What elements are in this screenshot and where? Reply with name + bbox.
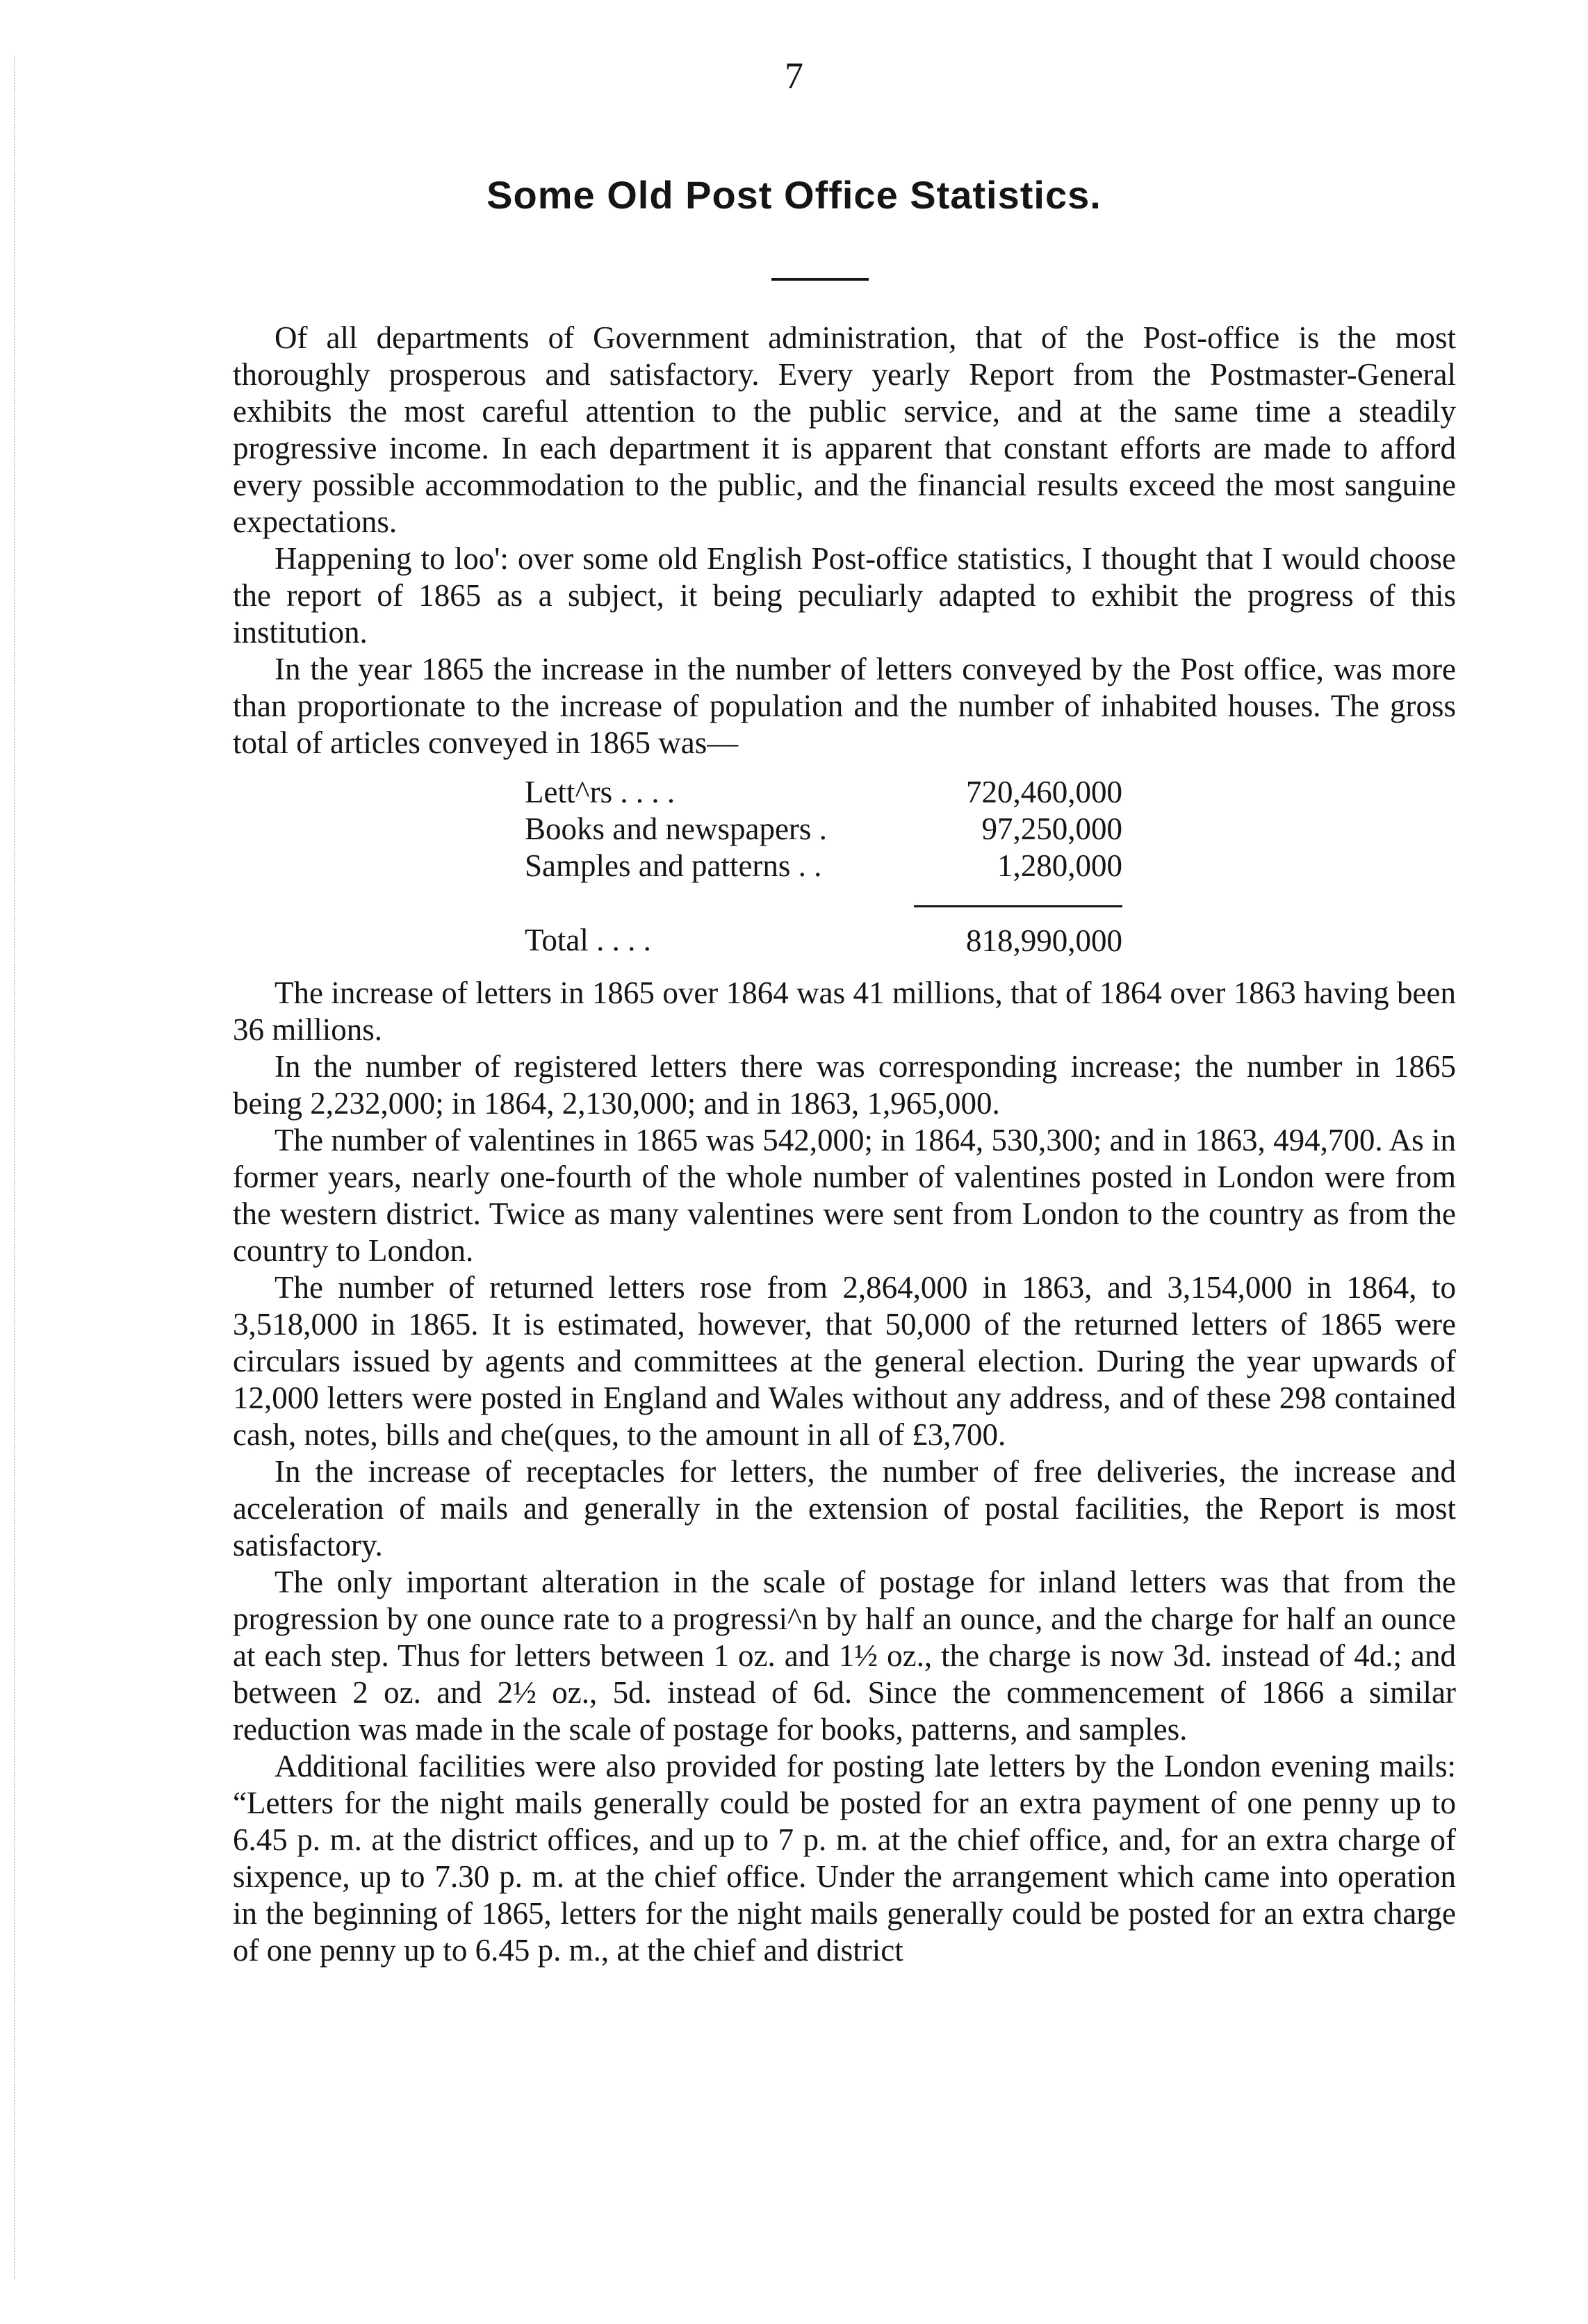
paragraph: In the number of registered letters there was corresponding increase; the number in 1865 being 2,232,000; in 1864, 2,130,000; and in 1863, 1,965,000. <box>233 1049 1456 1121</box>
table-row-label: Samples and patterns . . <box>525 848 822 883</box>
title-divider <box>771 278 869 281</box>
table-total-label: Total . . . . <box>525 923 651 958</box>
table-total-value: 818,990,000 <box>966 923 1122 958</box>
paragraph: The increase of letters in 1865 over 1864 was 41 millions, that of 1864 over 1863 having been 36 millions. <box>233 975 1456 1047</box>
scan-margin-marks <box>14 56 71 2279</box>
table-row-label: Lett^rs . . . . <box>525 775 676 809</box>
paragraph: In the year 1865 the increase in the number of letters conveyed by the Post office, was more than proportionate to the increase of population and the number of inhabited houses. The gross total of articles conveyed in 1865 was— <box>233 652 1456 760</box>
table-row <box>525 774 1122 811</box>
paragraph: Of all departments of Government administration, that of the Post-office is the most thoroughly prosperous and satisfactory. Every yearly Report from the Postmaster-General exhibits the most careful attention to the public service, and at the same time a steadily progressive income. In each department it is apparent that constant efforts are made to afford every possible accommodation to the public, and the financial results exceed the most sanguine expectations. <box>233 320 1456 539</box>
article-body <box>233 320 1456 1969</box>
paragraph: The number of returned letters rose from 2,864,000 in 1863, and 3,154,000 in 1864, to 3,518,000 in 1865. It is estimated, however, that 50,000 of the returned letters of 1865 were circulars issued by agents and committees at the general election. During the year upwards of 12,000 letters were posted in England and Wales without any address, and of these 298 contained cash, notes, bills and che(ques, to the amount in all of £3,700. <box>233 1270 1456 1452</box>
table-sum-rule <box>525 884 1122 907</box>
articles-conveyed-table <box>525 774 1122 959</box>
page-number: 7 <box>785 55 803 97</box>
table-row-value: 97,250,000 <box>981 811 1122 846</box>
paragraph: Happening to loo': over some old English Post-office statistics, I thought that I would choose the report of 1865 as a subject, it being peculiarly adapted to exhibit the progress of this institution. <box>233 541 1456 650</box>
paragraph: The only important alteration in the scale of postage for inland letters was that from the progression by one ounce rate to a progressi^n by half an ounce, and the charge for half an ounce at each step. Thus for letters between 1 oz. and 1½ oz., the charge is now 3d. instead of 4d.; and between 2 oz. and 2½ oz., 5d. instead of 6d. Since the commencement of 1866 a similar reduction was made in the scale of postage for books, patterns, and samples. <box>233 1565 1456 1747</box>
table-row-value: 1,280,000 <box>997 848 1122 883</box>
page-title: Some Old Post Office Statistics. <box>486 173 1102 217</box>
table-row <box>525 811 1122 848</box>
paragraph: Additional facilities were also provided for posting late letters by the London evening mails: “Letters for the night mails generally could be posted for an extra payment of one penny up to 6.45 p. m. at the district offices, and up to 7 p. m. at the chief office, and, for an extra charge of sixpence, up to 7.30 p. m. at the chief office. Under the arrangement which came into operation in the beginning of 1865, letters for the night mails generally could be posted for an extra charge of one penny up to 6.45 p. m., at the chief and district <box>233 1749 1456 1968</box>
table-total-row <box>525 907 1122 960</box>
table-row-value: 720,460,000 <box>966 775 1122 809</box>
paragraph: The number of valentines in 1865 was 542,000; in 1864, 530,300; and in 1863, 494,700. As in former years, nearly one-fourth of the whole number of valentines posted in London were from the western district. Twice as many valentines were sent from London to the country as from the country to London. <box>233 1123 1456 1268</box>
paragraph: In the increase of receptacles for letters, the number of free deliveries, the increase and acceleration of mails and generally in the extension of postal facilities, the Report is most satisfactory. <box>233 1454 1456 1563</box>
table-row <box>525 848 1122 884</box>
table-row-label: Books and newspapers . <box>525 811 827 846</box>
